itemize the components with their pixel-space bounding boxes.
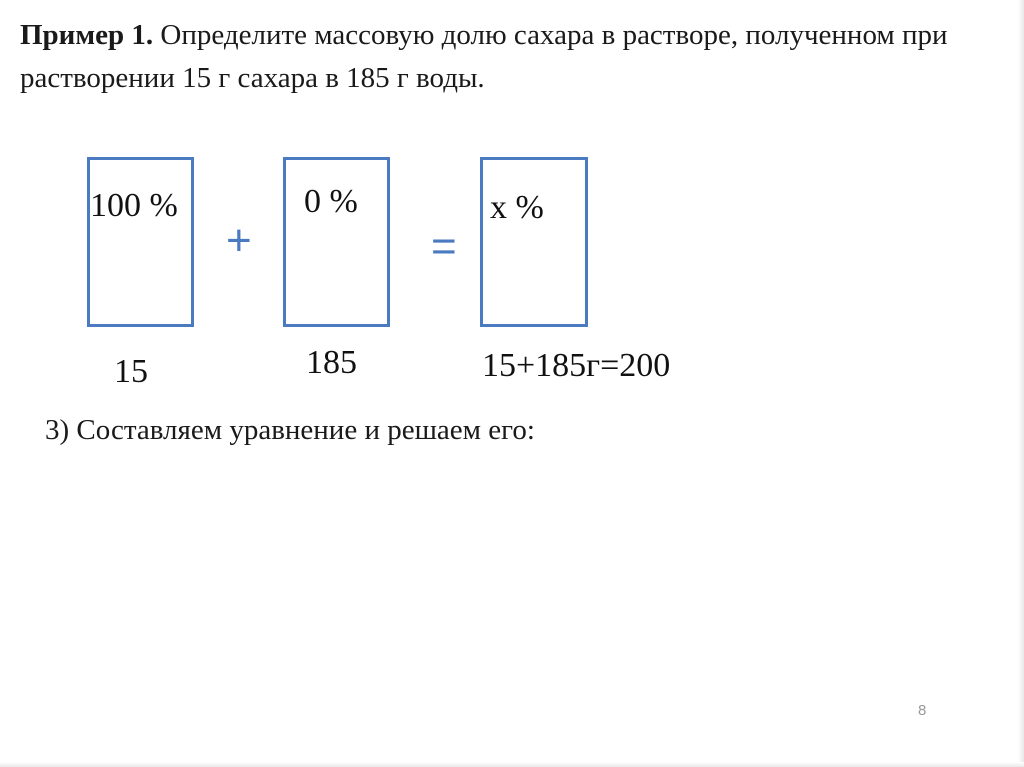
solution-box-sugar	[87, 157, 194, 327]
sugar-mass: 15	[114, 353, 148, 390]
problem-text: Определите массовую долю сахара в растворе, полученном при растворении 15 г сахара в 185 г воды.	[20, 19, 948, 94]
result-percent-label: x %	[490, 189, 544, 226]
step-instruction: 3) Составляем уравнение и решаем его:	[45, 414, 535, 446]
slide-edge-bottom	[0, 762, 1024, 767]
slide-edge-right	[1018, 0, 1024, 767]
water-mass: 185	[306, 344, 357, 381]
sugar-percent-label: 100 %	[90, 187, 178, 224]
problem-label: Пример 1.	[20, 19, 154, 51]
page-number: 8	[918, 702, 927, 719]
plus-operator: +	[226, 216, 252, 265]
equals-operator: =	[431, 222, 457, 271]
water-percent-label: 0 %	[304, 183, 358, 220]
solution-mass: 15+185г=200	[482, 347, 671, 384]
problem-statement	[20, 14, 980, 100]
solution-box-result	[480, 157, 588, 327]
